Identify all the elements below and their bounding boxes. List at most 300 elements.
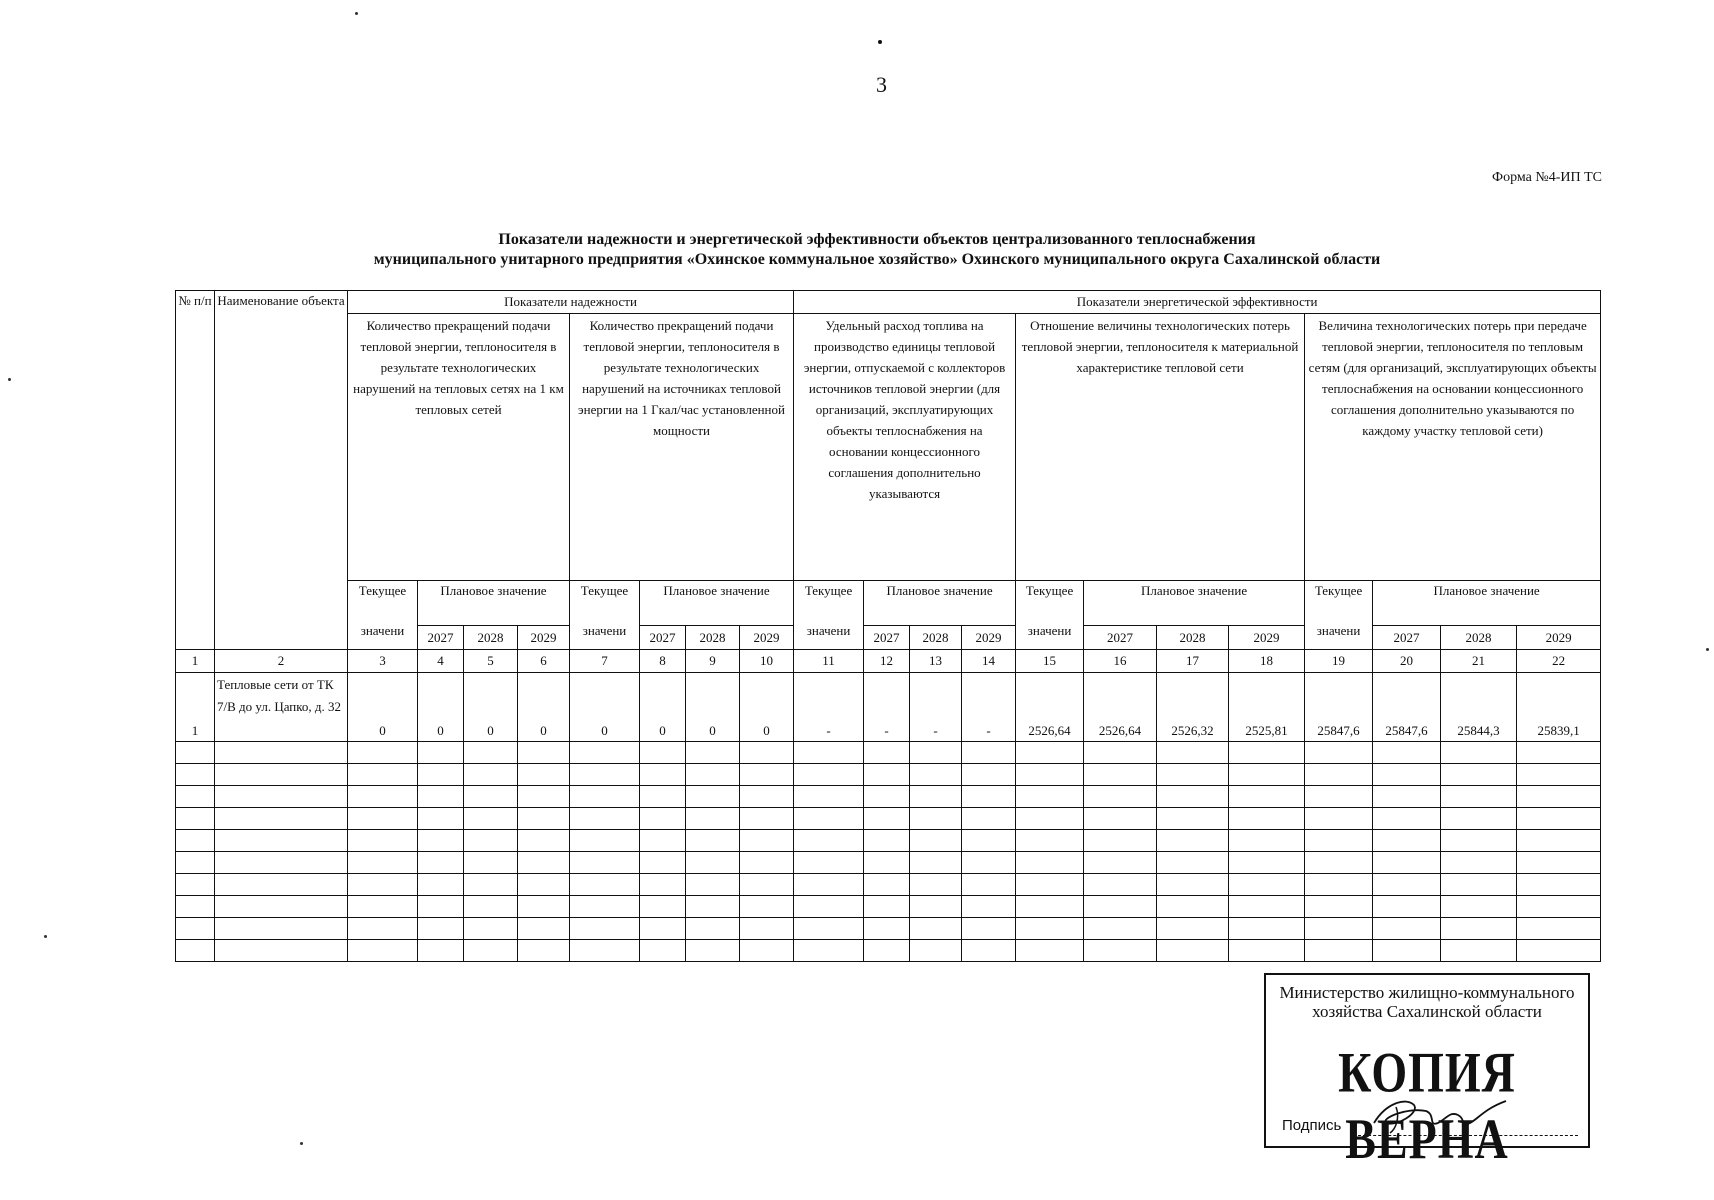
empty-cell [864, 764, 910, 786]
empty-cell [794, 874, 864, 896]
empty-cell [570, 830, 640, 852]
stamp-sign-label: Подпись [1282, 1117, 1342, 1134]
empty-cell [1084, 874, 1157, 896]
empty-cell [1084, 918, 1157, 940]
column-number: 15 [1016, 650, 1084, 673]
header-current-spacer [350, 600, 415, 622]
empty-cell [1373, 852, 1441, 874]
title-line-1: Показатели надежности и энергетической эффективности объектов централизованного теплоснабжения [498, 231, 1256, 248]
cell-value: - [962, 673, 1016, 742]
empty-cell [910, 852, 962, 874]
empty-cell [962, 896, 1016, 918]
empty-cell [686, 852, 740, 874]
empty-cell [1084, 764, 1157, 786]
header-current-value [348, 581, 418, 650]
empty-cell [864, 852, 910, 874]
empty-cell [1441, 918, 1517, 940]
empty-cell [1441, 742, 1517, 764]
header-current-spacer [572, 600, 637, 622]
empty-cell [1157, 764, 1229, 786]
empty-cell [910, 742, 962, 764]
empty-cell [1517, 940, 1601, 962]
empty-cell [176, 830, 215, 852]
header-efficiency-group: Показатели энергетической эффективности [794, 291, 1601, 314]
empty-cell [1157, 940, 1229, 962]
empty-cell [640, 764, 686, 786]
column-number: 16 [1084, 650, 1157, 673]
empty-cell [518, 786, 570, 808]
empty-cell [1441, 764, 1517, 786]
empty-cell [464, 874, 518, 896]
empty-cell [1373, 764, 1441, 786]
empty-cell [570, 874, 640, 896]
empty-cell [1441, 830, 1517, 852]
header-current-label-2: значени [360, 623, 405, 638]
empty-cell [910, 940, 962, 962]
empty-cell [1373, 742, 1441, 764]
column-number: 20 [1373, 650, 1441, 673]
empty-row [176, 742, 1601, 764]
cell-value: - [864, 673, 910, 742]
empty-cell [215, 764, 348, 786]
empty-cell [686, 764, 740, 786]
empty-cell [176, 786, 215, 808]
header-current-label-2: значени [1316, 623, 1361, 638]
header-indicator-loss-ratio: Отношение величины технологических потерь тепловой энергии, теплоносителя к материальной характеристике тепловой сети [1016, 314, 1305, 581]
empty-row [176, 764, 1601, 786]
empty-cell [686, 808, 740, 830]
empty-cell [1441, 852, 1517, 874]
empty-cell [464, 808, 518, 830]
cell-value: 0 [418, 673, 464, 742]
header-year: 2027 [640, 626, 686, 650]
empty-cell [640, 896, 686, 918]
header-current-label: Текущее [1025, 583, 1074, 598]
empty-cell [794, 764, 864, 786]
empty-cell [215, 808, 348, 830]
empty-cell [570, 786, 640, 808]
empty-row [176, 874, 1601, 896]
header-year: 2028 [1441, 626, 1517, 650]
empty-cell [794, 896, 864, 918]
empty-cell [962, 918, 1016, 940]
empty-row [176, 786, 1601, 808]
empty-cell [215, 940, 348, 962]
empty-cell [1517, 896, 1601, 918]
header-number: № п/п [176, 291, 215, 650]
empty-cell [910, 918, 962, 940]
header-year: 2029 [518, 626, 570, 650]
empty-cell [176, 742, 215, 764]
empty-row [176, 852, 1601, 874]
empty-cell [570, 808, 640, 830]
empty-cell [464, 940, 518, 962]
empty-cell [962, 786, 1016, 808]
header-year: 2029 [962, 626, 1016, 650]
empty-cell [910, 808, 962, 830]
document-title [170, 230, 1584, 270]
empty-cell [1229, 918, 1305, 940]
cell-value: 0 [740, 673, 794, 742]
empty-cell [418, 940, 464, 962]
empty-cell [962, 874, 1016, 896]
empty-cell [1016, 742, 1084, 764]
header-year: 2027 [864, 626, 910, 650]
cell-value: 0 [686, 673, 740, 742]
empty-cell [1373, 918, 1441, 940]
empty-cell [1373, 896, 1441, 918]
header-year: 2029 [740, 626, 794, 650]
header-current-spacer [1307, 600, 1370, 622]
empty-cell [176, 874, 215, 896]
empty-cell [794, 786, 864, 808]
scan-speck [44, 935, 47, 938]
cell-row-number: 1 [176, 673, 215, 742]
empty-cell [570, 742, 640, 764]
cell-value: 25847,6 [1305, 673, 1373, 742]
empty-cell [640, 874, 686, 896]
empty-cell [910, 896, 962, 918]
empty-cell [518, 918, 570, 940]
empty-cell [740, 764, 794, 786]
empty-cell [1441, 808, 1517, 830]
header-current-value [570, 581, 640, 650]
empty-cell [418, 918, 464, 940]
cell-value: 25847,6 [1373, 673, 1441, 742]
stamp-ministry: Министерство жилищно-коммунального хозяйства Сахалинской области [1279, 983, 1575, 1021]
empty-cell [864, 830, 910, 852]
header-year: 2028 [686, 626, 740, 650]
empty-cell [348, 852, 418, 874]
empty-cell [640, 940, 686, 962]
header-current-label: Текущее [358, 583, 407, 598]
cell-value: 0 [570, 673, 640, 742]
cell-value: 2526,32 [1157, 673, 1229, 742]
header-plan-value: Плановое значение [864, 581, 1016, 626]
header-plan-value: Плановое значение [418, 581, 570, 626]
empty-cell [1517, 786, 1601, 808]
empty-cell [740, 786, 794, 808]
empty-cell [518, 874, 570, 896]
empty-cell [962, 808, 1016, 830]
empty-cell [1305, 742, 1373, 764]
stamp-sign-line [1358, 1135, 1578, 1136]
empty-cell [348, 808, 418, 830]
empty-cell [570, 918, 640, 940]
empty-cell [464, 742, 518, 764]
empty-cell [864, 896, 910, 918]
empty-cell [176, 918, 215, 940]
indicators-table [175, 290, 1601, 962]
empty-cell [1157, 874, 1229, 896]
empty-cell [686, 830, 740, 852]
empty-cell [1305, 808, 1373, 830]
column-number: 11 [794, 650, 864, 673]
empty-cell [1229, 764, 1305, 786]
column-number: 8 [640, 650, 686, 673]
empty-cell [464, 764, 518, 786]
cell-value: 2526,64 [1016, 673, 1084, 742]
empty-cell [794, 918, 864, 940]
empty-cell [518, 764, 570, 786]
cell-value: 25839,1 [1517, 673, 1601, 742]
scan-speck [300, 1142, 303, 1145]
empty-cell [640, 808, 686, 830]
empty-cell [1016, 852, 1084, 874]
empty-cell [1016, 830, 1084, 852]
header-current-label-2: значени [1027, 623, 1072, 638]
empty-cell [1157, 852, 1229, 874]
header-year: 2027 [1084, 626, 1157, 650]
empty-cell [864, 808, 910, 830]
empty-cell [215, 742, 348, 764]
empty-cell [348, 940, 418, 962]
empty-cell [1305, 918, 1373, 940]
empty-cell [1305, 852, 1373, 874]
cell-value: 0 [464, 673, 518, 742]
empty-cell [1016, 896, 1084, 918]
empty-cell [962, 940, 1016, 962]
empty-cell [1305, 940, 1373, 962]
empty-cell [640, 852, 686, 874]
column-number: 19 [1305, 650, 1373, 673]
empty-row [176, 896, 1601, 918]
empty-cell [348, 742, 418, 764]
empty-cell [686, 742, 740, 764]
empty-cell [1229, 830, 1305, 852]
empty-cell [740, 830, 794, 852]
empty-cell [1229, 808, 1305, 830]
header-plan-value: Плановое значение [640, 581, 794, 626]
empty-cell [1373, 874, 1441, 896]
cell-value: 0 [518, 673, 570, 742]
column-number: 21 [1441, 650, 1517, 673]
empty-cell [570, 896, 640, 918]
cell-value: 2525,81 [1229, 673, 1305, 742]
column-number: 4 [418, 650, 464, 673]
stamp-copy-text: КОПИЯ ВЕРНА [1338, 1040, 1516, 1171]
empty-cell [794, 742, 864, 764]
empty-cell [686, 896, 740, 918]
empty-cell [518, 940, 570, 962]
column-number: 6 [518, 650, 570, 673]
empty-cell [1084, 896, 1157, 918]
empty-cell [215, 896, 348, 918]
header-indicator-source-outages: Количество прекращений подачи тепловой энергии, теплоносителя в результате технологических нарушений на источниках тепловой энергии на 1 Гкал/час установленной мощности [570, 314, 794, 581]
header-current-value [1305, 581, 1373, 650]
header-plan-value: Плановое значение [1373, 581, 1601, 626]
empty-cell [1517, 874, 1601, 896]
empty-cell [1084, 852, 1157, 874]
empty-cell [640, 830, 686, 852]
empty-cell [962, 742, 1016, 764]
empty-cell [1016, 764, 1084, 786]
empty-cell [864, 874, 910, 896]
empty-cell [518, 896, 570, 918]
empty-cell [864, 742, 910, 764]
header-year: 2028 [1157, 626, 1229, 650]
empty-cell [348, 830, 418, 852]
empty-row [176, 830, 1601, 852]
empty-cell [962, 830, 1016, 852]
empty-cell [740, 742, 794, 764]
empty-cell [418, 808, 464, 830]
empty-cell [1157, 742, 1229, 764]
empty-cell [176, 940, 215, 962]
header-year: 2029 [1517, 626, 1601, 650]
cell-value: - [794, 673, 864, 742]
empty-cell [176, 852, 215, 874]
empty-cell [1229, 742, 1305, 764]
header-current-label: Текущее [804, 583, 853, 598]
empty-cell [348, 896, 418, 918]
header-plan-value: Плановое значение [1084, 581, 1305, 626]
empty-cell [1229, 786, 1305, 808]
empty-cell [1157, 786, 1229, 808]
empty-cell [1517, 918, 1601, 940]
column-number: 2 [215, 650, 348, 673]
cell-value: 2526,64 [1084, 673, 1157, 742]
empty-cell [418, 896, 464, 918]
cell-value: - [910, 673, 962, 742]
empty-cell [910, 874, 962, 896]
column-number: 12 [864, 650, 910, 673]
empty-cell [1084, 786, 1157, 808]
empty-cell [1016, 918, 1084, 940]
empty-cell [962, 764, 1016, 786]
empty-cell [686, 874, 740, 896]
empty-cell [518, 808, 570, 830]
empty-cell [1517, 830, 1601, 852]
header-current-value [1016, 581, 1084, 650]
scan-dot [878, 40, 882, 44]
empty-cell [1305, 830, 1373, 852]
empty-cell [1016, 940, 1084, 962]
handwritten-signature [1366, 1093, 1516, 1135]
empty-cell [1441, 940, 1517, 962]
empty-cell [1084, 742, 1157, 764]
empty-cell [1305, 786, 1373, 808]
scan-speck [8, 378, 11, 381]
empty-cell [740, 940, 794, 962]
empty-cell [1157, 918, 1229, 940]
empty-cell [176, 808, 215, 830]
empty-cell [215, 852, 348, 874]
empty-cell [1157, 896, 1229, 918]
empty-cell [215, 874, 348, 896]
column-number: 9 [686, 650, 740, 673]
empty-cell [348, 874, 418, 896]
header-reliability-group: Показатели надежности [348, 291, 794, 314]
empty-cell [215, 830, 348, 852]
empty-cell [1373, 808, 1441, 830]
empty-cell [1084, 940, 1157, 962]
header-current-label-2: значени [582, 623, 627, 638]
empty-cell [962, 852, 1016, 874]
empty-cell [1305, 896, 1373, 918]
header-current-spacer [1018, 600, 1081, 622]
empty-cell [570, 940, 640, 962]
empty-cell [418, 830, 464, 852]
header-current-label-2: значени [806, 623, 851, 638]
scan-speck [1706, 648, 1709, 651]
empty-cell [1517, 742, 1601, 764]
empty-cell [348, 786, 418, 808]
empty-cell [740, 852, 794, 874]
empty-cell [1157, 808, 1229, 830]
empty-cell [1229, 874, 1305, 896]
empty-cell [464, 786, 518, 808]
header-indicator-network-outages: Количество прекращений подачи тепловой энергии, теплоносителя в результате технологических нарушений на тепловых сетях на 1 км тепловых сетей [348, 314, 570, 581]
column-number: 13 [910, 650, 962, 673]
empty-cell [1517, 852, 1601, 874]
empty-cell [464, 852, 518, 874]
empty-cell [1084, 830, 1157, 852]
scan-speck [355, 12, 358, 15]
empty-cell [518, 742, 570, 764]
empty-cell [640, 742, 686, 764]
empty-cell [1517, 808, 1601, 830]
empty-cell [1441, 896, 1517, 918]
form-label: Форма №4-ИП ТС [1492, 170, 1602, 185]
empty-cell [910, 786, 962, 808]
title-line-2: муниципального унитарного предприятия «Охинское коммунальное хозяйство» Охинского муниципального округа Сахалинской области [373, 251, 1381, 268]
header-current-value [794, 581, 864, 650]
empty-cell [1305, 874, 1373, 896]
column-number: 3 [348, 650, 418, 673]
empty-cell [1229, 896, 1305, 918]
empty-cell [794, 852, 864, 874]
column-number: 7 [570, 650, 640, 673]
header-year: 2029 [1229, 626, 1305, 650]
header-year: 2028 [464, 626, 518, 650]
empty-cell [1441, 874, 1517, 896]
header-year: 2028 [910, 626, 962, 650]
empty-cell [1229, 852, 1305, 874]
empty-cell [1084, 808, 1157, 830]
header-current-label: Текущее [580, 583, 629, 598]
header-current-label: Текущее [1314, 583, 1363, 598]
page-number: 3 [876, 72, 887, 97]
empty-cell [740, 918, 794, 940]
empty-cell [910, 764, 962, 786]
empty-cell [418, 786, 464, 808]
empty-cell [1373, 940, 1441, 962]
column-number: 22 [1517, 650, 1601, 673]
empty-cell [1229, 940, 1305, 962]
empty-row [176, 918, 1601, 940]
empty-cell [176, 896, 215, 918]
empty-cell [640, 918, 686, 940]
empty-cell [794, 830, 864, 852]
empty-cell [176, 764, 215, 786]
empty-cell [686, 940, 740, 962]
empty-cell [215, 918, 348, 940]
column-number: 17 [1157, 650, 1229, 673]
empty-cell [418, 874, 464, 896]
empty-cell [518, 852, 570, 874]
table-row [176, 673, 1601, 742]
empty-cell [464, 918, 518, 940]
column-number: 18 [1229, 650, 1305, 673]
empty-cell [864, 918, 910, 940]
cell-value: 0 [640, 673, 686, 742]
header-current-spacer [796, 600, 861, 622]
empty-cell [348, 918, 418, 940]
empty-cell [570, 852, 640, 874]
empty-cell [464, 830, 518, 852]
cell-value: 25844,3 [1441, 673, 1517, 742]
